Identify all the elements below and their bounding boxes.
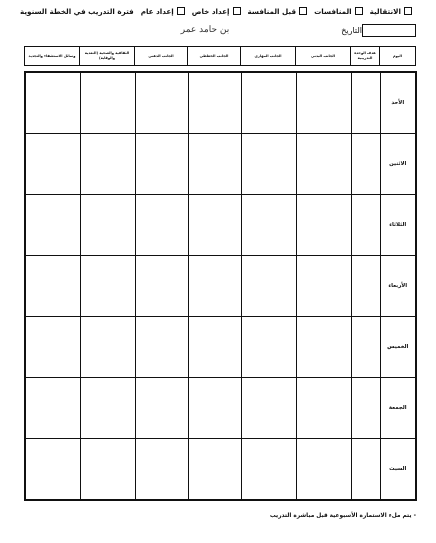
plan-cell[interactable] — [296, 317, 351, 378]
plan-cell[interactable] — [296, 439, 351, 501]
footnote: - يتم ملء الاستمارة الأسبوعية قبل مباشرة التدريب — [269, 513, 416, 519]
plan-cell[interactable] — [80, 439, 135, 501]
option-competitions[interactable] — [314, 7, 363, 16]
competitions-label: المنافسات — [314, 6, 352, 16]
plan-cell[interactable] — [351, 195, 380, 256]
plan-cell[interactable] — [80, 72, 135, 134]
plan-cell[interactable] — [241, 317, 296, 378]
day-label: الثلاثاء — [380, 195, 416, 256]
day-label: الأربعاء — [380, 256, 416, 317]
plan-cell[interactable] — [80, 256, 135, 317]
plan-cell[interactable] — [25, 72, 80, 134]
day-row — [25, 72, 416, 134]
day-row — [25, 195, 416, 256]
plan-cell[interactable] — [25, 134, 80, 195]
day-row — [25, 256, 416, 317]
plan-cell[interactable] — [25, 439, 80, 501]
header-day: اليوم — [380, 47, 416, 66]
plan-cell[interactable] — [135, 256, 188, 317]
plan-cell[interactable] — [296, 72, 351, 134]
training-period-row — [10, 5, 416, 17]
plan-cell[interactable] — [296, 134, 351, 195]
plan-cell[interactable] — [296, 378, 351, 439]
pre-competition-checkbox[interactable] — [299, 7, 307, 15]
date-label: التاريخ — [341, 26, 362, 35]
plan-cell[interactable] — [351, 256, 380, 317]
header-recovery: وسائل الاستشفاء والتجديد — [25, 47, 80, 66]
plan-cell[interactable] — [188, 439, 241, 501]
plan-cell[interactable] — [241, 256, 296, 317]
general-prep-label: إعداد عام — [140, 6, 174, 16]
transitional-checkbox[interactable] — [404, 7, 412, 15]
header-session-goal: هدف الوحدة التدريبية — [351, 47, 380, 66]
weekly-plan-grid — [24, 71, 417, 501]
header-tactical: الجانب الخططي — [188, 47, 241, 66]
pre-competition-label: قبل المنافسة — [247, 6, 297, 16]
plan-cell[interactable] — [241, 195, 296, 256]
plan-cell[interactable] — [135, 195, 188, 256]
plan-cell[interactable] — [241, 134, 296, 195]
option-transitional[interactable] — [370, 7, 412, 16]
plan-cell[interactable] — [135, 317, 188, 378]
special-prep-checkbox[interactable] — [233, 7, 241, 15]
plan-cell[interactable] — [25, 317, 80, 378]
option-general-prep[interactable] — [141, 7, 185, 16]
day-row — [25, 378, 416, 439]
header-physical: الجانب البدني — [296, 47, 351, 66]
plan-cell[interactable] — [80, 317, 135, 378]
plan-cell[interactable] — [351, 439, 380, 501]
header-health-culture: الثقافية والصحية (التغذية والوقاية) — [80, 47, 135, 66]
plan-cell[interactable] — [80, 195, 135, 256]
plan-cell[interactable] — [351, 134, 380, 195]
option-special-prep[interactable] — [192, 7, 241, 16]
plan-cell[interactable] — [296, 195, 351, 256]
plan-cell[interactable] — [188, 378, 241, 439]
plan-cell[interactable] — [25, 195, 80, 256]
plan-cell[interactable] — [296, 256, 351, 317]
plan-cell[interactable] — [80, 378, 135, 439]
plan-cell[interactable] — [25, 378, 80, 439]
header-mental: الجانب الذهني — [135, 47, 188, 66]
plan-cell[interactable] — [188, 134, 241, 195]
plan-cell[interactable] — [135, 378, 188, 439]
header-technical: الجانب المهاري — [241, 47, 296, 66]
day-row — [25, 317, 416, 378]
general-prep-checkbox[interactable] — [177, 7, 185, 15]
plan-cell[interactable] — [135, 439, 188, 501]
day-label: الجمعة — [380, 378, 416, 439]
date-row — [335, 24, 416, 37]
transitional-label: الانتقالية — [369, 6, 401, 16]
plan-cell[interactable] — [80, 134, 135, 195]
coach-name: بن حامد عمر — [180, 25, 230, 35]
day-row — [25, 439, 416, 501]
plan-cell[interactable] — [241, 72, 296, 134]
plan-cell[interactable] — [351, 317, 380, 378]
plan-cell[interactable] — [188, 317, 241, 378]
period-title: فترة التدريب في الخطة السنوية — [20, 6, 134, 16]
plan-cell[interactable] — [188, 256, 241, 317]
day-row — [25, 134, 416, 195]
special-prep-label: إعداد خاص — [191, 6, 230, 16]
plan-cell[interactable] — [351, 378, 380, 439]
plan-cell[interactable] — [241, 378, 296, 439]
plan-cell[interactable] — [351, 72, 380, 134]
day-label: الاثنين — [380, 134, 416, 195]
plan-cell[interactable] — [188, 72, 241, 134]
option-pre-competition[interactable] — [248, 7, 308, 16]
day-label: الخميس — [380, 317, 416, 378]
plan-cell[interactable] — [241, 439, 296, 501]
date-field[interactable] — [362, 24, 416, 37]
day-label: الأحد — [380, 72, 416, 134]
plan-cell[interactable] — [135, 72, 188, 134]
plan-cell[interactable] — [188, 195, 241, 256]
competitions-checkbox[interactable] — [355, 7, 363, 15]
day-label: السبت — [380, 439, 416, 501]
plan-cell[interactable] — [135, 134, 188, 195]
column-header-row — [24, 46, 416, 66]
plan-cell[interactable] — [25, 256, 80, 317]
